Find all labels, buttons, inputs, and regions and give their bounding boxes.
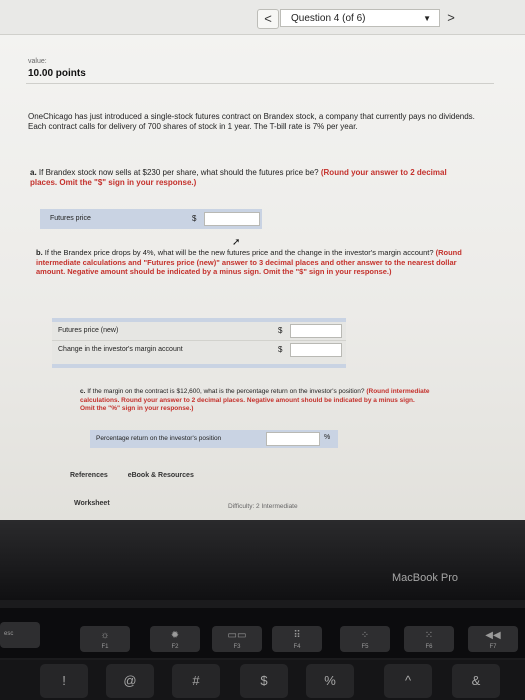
part-b-question — [36, 248, 466, 277]
references-link[interactable]: References — [70, 472, 108, 479]
f2-key[interactable]: ✹ F2 — [150, 626, 200, 652]
percentage-return-label: Percentage return on the investor's position — [96, 435, 222, 442]
part-b-instruction: (Round intermediate calculations and "Futures price (new)" answer to 3 decimal places and other answer to the nearest dollar amount. Negative amount should be indicated by a minus sign. Omit the "$" sign in your response.) — [36, 248, 462, 276]
part-c-prefix: c. — [80, 388, 86, 395]
rewind-icon: ◀◀ — [485, 630, 501, 641]
launchpad-icon: ⠿ — [293, 630, 301, 641]
f1-key[interactable]: ☼ F1 — [80, 626, 130, 652]
keyboard-light-down-icon: ⁘ — [360, 630, 370, 641]
part-c-question — [80, 388, 430, 414]
points-value: 10.00 points — [28, 68, 86, 79]
part-a-answer-row — [40, 209, 262, 229]
part-c-text: If the margin on the contract is $12,600, what is the percentage return on the investor's position? — [87, 388, 365, 395]
f4-key[interactable]: ⠿ F4 — [272, 626, 322, 652]
worksheet-link[interactable]: Worksheet — [74, 500, 110, 507]
divider — [26, 83, 494, 84]
laptop-bezel — [0, 520, 525, 600]
futures-price-new-label: Futures price (new) — [58, 327, 119, 334]
ebook-resources-link[interactable]: eBook & Resources — [127, 472, 194, 479]
caret-down-icon: ▼ — [423, 14, 431, 23]
esc-key[interactable]: esc — [0, 622, 40, 648]
brightness-up-icon: ✹ — [170, 630, 180, 641]
f3-key[interactable]: ▭▭ F3 — [212, 626, 262, 652]
next-question-button[interactable]: > — [447, 10, 455, 25]
currency-sign: $ — [192, 214, 197, 223]
part-c-answer-row — [90, 430, 338, 448]
key-1[interactable]: ! — [40, 664, 88, 698]
margin-change-row — [52, 341, 346, 359]
futures-price-new-input[interactable] — [290, 324, 342, 338]
futures-price-new-row — [52, 322, 346, 341]
macbook-brand-label: MacBook Pro — [392, 572, 459, 584]
question-selector[interactable] — [280, 9, 440, 27]
f6-key[interactable]: ⁙ F6 — [404, 626, 454, 652]
part-a-instruction: (Round your answer to 2 decimal places. Omit the "$" sign in your response.) — [30, 168, 447, 187]
percent-sign: % — [324, 434, 331, 441]
key-7[interactable]: & — [452, 664, 500, 698]
part-b-prefix: b. — [36, 248, 43, 257]
part-a-prefix: a. — [30, 168, 37, 177]
futures-price-label: Futures price — [50, 215, 91, 222]
futures-price-input[interactable] — [204, 212, 260, 226]
difficulty-label: Difficulty: 2 Intermediate — [228, 503, 298, 510]
key-6[interactable]: ^ — [384, 664, 432, 698]
part-c-instruction: (Round intermediate calculations. Round your answer to 2 decimal places. Negative amount should be indicated by a minus sign. Omit the "%" sign in your response.) — [80, 388, 430, 412]
question-selector-label: Question 4 (of 6) — [291, 13, 366, 24]
mission-control-icon: ▭▭ — [227, 630, 247, 641]
margin-change-input[interactable] — [290, 343, 342, 357]
part-a-text: If Brandex stock now sells at $230 per share, what should the futures price be? — [38, 168, 319, 177]
function-key-row — [0, 608, 525, 658]
previous-question-button[interactable]: < — [257, 9, 279, 29]
part-b-text: If the Brandex price drops by 4%, what will be the new futures price and the change in the investor's margin account? — [44, 248, 434, 257]
f7-key[interactable]: ◀◀ F7 — [468, 626, 518, 652]
f5-key[interactable]: ⁘ F5 — [340, 626, 390, 652]
part-a-question — [30, 168, 470, 188]
percentage-return-input[interactable] — [266, 432, 320, 446]
resource-links — [70, 472, 194, 479]
currency-sign: $ — [278, 326, 283, 335]
key-4[interactable]: $ — [240, 664, 288, 698]
keyboard-light-up-icon: ⁙ — [424, 630, 434, 641]
number-key-row — [0, 660, 525, 700]
question-nav-bar — [0, 0, 525, 35]
value-label: value: — [28, 58, 47, 65]
margin-change-label: Change in the investor's margin account — [58, 346, 183, 353]
mouse-cursor-icon: ➚ — [232, 237, 241, 248]
part-b-answer-table — [52, 318, 346, 368]
key-2[interactable]: @ — [106, 664, 154, 698]
brightness-down-icon: ☼ — [100, 630, 110, 641]
currency-sign: $ — [278, 345, 283, 354]
question-intro: OneChicago has just introduced a single-stock futures contract on Brandex stock, a company that currently pays no dividends. Each contract calls for delivery of 700 shares of stock in 1 year. The T-bill rate is 7% per year. — [28, 112, 475, 131]
key-5[interactable]: % — [306, 664, 354, 698]
key-3[interactable]: # — [172, 664, 220, 698]
